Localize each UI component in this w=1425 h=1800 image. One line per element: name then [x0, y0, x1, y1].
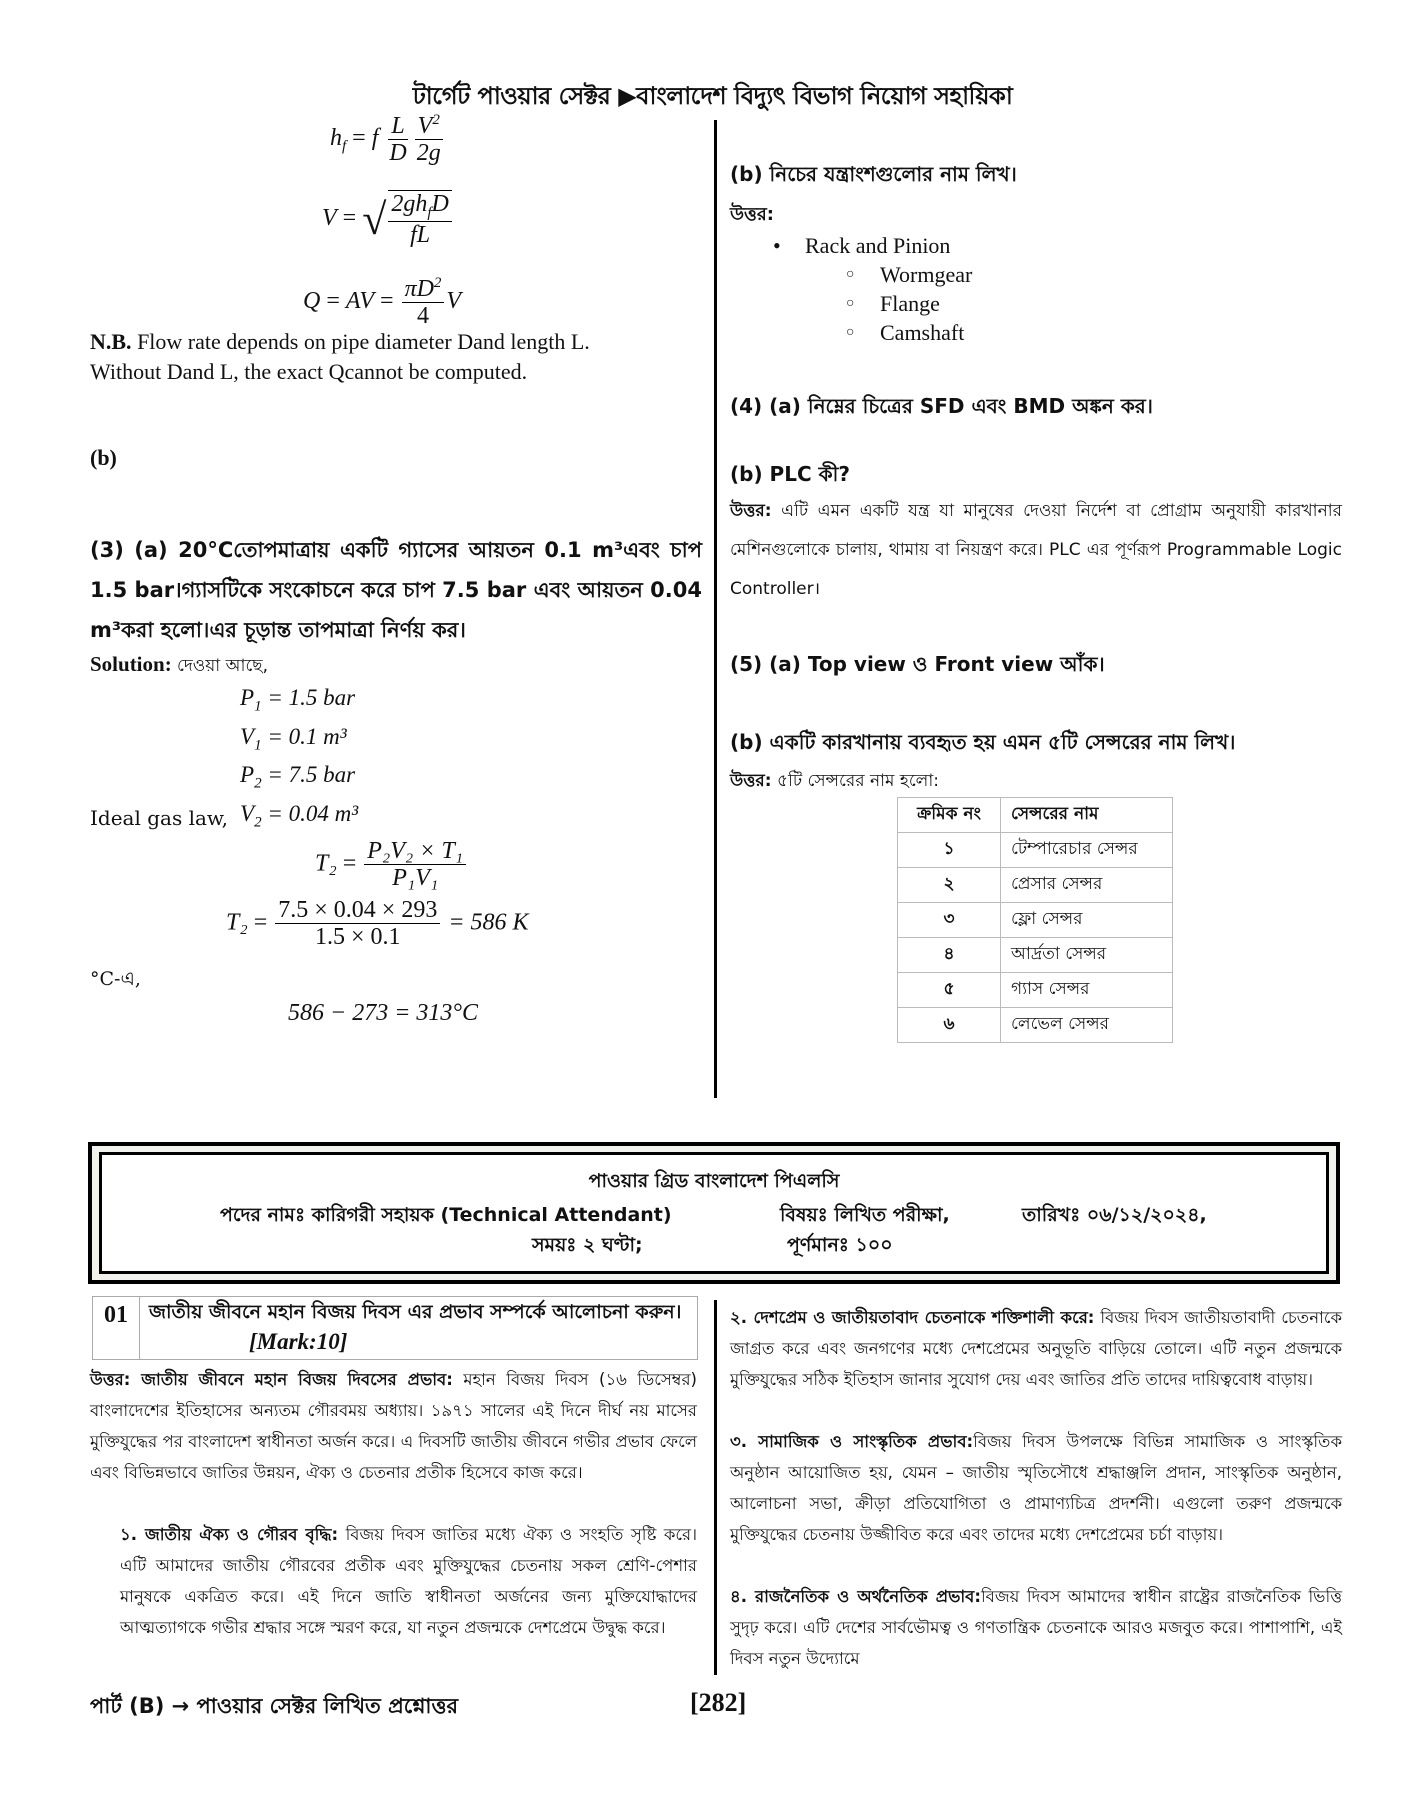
sensor-answer: উত্তর: ৫টি সেন্সরের নাম হলো: [730, 771, 939, 791]
question-text: জাতীয় জীবনে মহান বিজয় দিবস এর প্রভাব সম্পর্কে আলোচনা করুন।[Mark:10] [149, 1301, 682, 1354]
answer-intro: উত্তর: জাতীয় জীবনে মহান বিজয় দিবসের প্রভাব: মহান বিজয় দিবস (১৬ ডিসেম্বর) বাংলাদেশের ইতিহাসের অন্যতম গৌরবময় অধ্যায়। ১৯৭১ সালের এই দিনে দীর্ঘ নয় মাসের মুক্তিযুদ্ধের পর বাংলাদেশ স্বাধীনতা অর্জন করে। এ দিবসটি জাতীয় জীবনে গভীর প্রভাব ফেলে এবং বিভিন্নভাবে জাতির উন্নয়ন, ঐক্য ও চেতনার প্রতীক হিসেবে কাজ করে। [90, 1370, 697, 1482]
given-v1: $V_1 = 0.1$ m³ [240, 723, 347, 754]
equation-head-loss: $h_f = f$ $\frac{L}{D}$ $\frac{V^2}{2g}$ [330, 112, 446, 167]
temperature-calculation: T₂ = $\frac{7.5 \times 0.04 \times 293}{1.5 \times 0.1}$ = 586 K [226, 897, 529, 951]
equation-velocity: V = √ $\frac{2gh_fD}{fL}$ [322, 190, 454, 249]
celsius-label: °C-এ, [90, 968, 141, 990]
question-mark: [Mark:10] [249, 1329, 348, 1354]
page-header-title: টার্গেট পাওয়ার সেক্টর ▶বাংলাদেশ বিদ্যুৎ বিভাগ নিয়োগ সহায়িকা [412, 82, 1013, 110]
answer-point-1: ১. জাতীয় ঐক্য ও গৌরব বৃদ্ধি: বিজয় দিবস জাতির মধ্যে ঐক্য ও সংহতি সৃষ্টি করে। এটি আমাদের জাতীয় গৌরবের প্রতীক এবং মুক্তিযুদ্ধের চেতনায় সকল শ্রেণি-পেশার মানুষকে একত্রিত করে। এই দিনে জাতি স্বাধীনতা অর্জনের জন্য মুক্তিযোদ্ধাদের আত্মত্যাগকে গভীর শ্রদ্ধার সঙ্গে স্মরণ করে, যা নতুন প্রজন্মকে দেশপ্রেমে উদ্বুদ্ধ করে। [120, 1525, 697, 1637]
exam-info-box [88, 1142, 1340, 1284]
question-b-parts: (b) নিচের যন্ত্রাংশগুলোর নাম লিখ। [730, 162, 1017, 186]
question-5b: (b) একটি কারখানায় ব্যবহৃত হয় এমন ৫টি সেন্সরের নাম লিখ। [730, 730, 1236, 754]
plc-answer: উত্তর: এটি এমন একটি যন্ত্র যা মানুষের দেওয়া নির্দেশ বা প্রোগ্রাম অনুযায়ী কারখানার মেশিনগুলোকে চালায়, থামায় বা নিয়ন্ত্রণ করে। PLC এর পূর্ণরূপ Programmable Logic Controller। [730, 501, 1342, 599]
part-b-label: (b) [90, 445, 117, 470]
column-divider-bottom [714, 1300, 717, 1675]
list-item: • Rack and Pinion [773, 233, 951, 258]
page-number: [282] [690, 1688, 747, 1717]
parts-list [773, 231, 951, 260]
temperature-formula: T₂ = $\frac{\text{P₂V₂ × T₁}}{\text{P₁V₁}}$ [315, 838, 468, 892]
table-row: ৩ ফ্লো সেন্সর [898, 903, 1173, 938]
question-number: 01 [93, 1297, 140, 1359]
column-divider-top [714, 120, 717, 1098]
question-4b: (b) PLC কী? [730, 462, 850, 486]
ideal-gas-law-label: Ideal gas law, [90, 806, 228, 830]
question-4a: (4) (a) নিম্নের চিত্রের SFD এবং BMD অঙ্কন কর। [730, 394, 1153, 418]
equation-flow-rate: Q = AV = $\frac{\pi D^2}{4}$ V [303, 275, 462, 330]
list-item: ○ Flange [846, 291, 940, 316]
table-row: ৪ আর্দ্রতা সেন্সর [898, 938, 1173, 973]
exam-date: তারিখঃ ০৬/১২/২০২৪, [1022, 1204, 1207, 1226]
given-p2: $P_2 = 7.5$ bar [240, 762, 356, 792]
parts-sublist [846, 260, 973, 347]
list-item: ○ Camshaft [846, 320, 965, 345]
list-item: ○ Wormgear [846, 262, 973, 287]
question-3a: (3) (a) 20°Cতোপমাত্রায় একটি গ্যাসের আয়তন 0.1 m³এবং চাপ 1.5 bar।গ্যাসটিকে সংকোচনে করে চাপ 7.5 bar এবং আয়তন 0.04 m³করা হলো।এর চূড়ান্ত তাপমাত্রা নির্ণয় কর। [90, 538, 702, 642]
table-row: ১ টেম্পারেচার সেন্সর [898, 833, 1173, 868]
exam-subject: বিষয়ঃ লিখিত পরীক্ষা, [780, 1204, 950, 1226]
exam-duration: সময়ঃ ২ ঘণ্টা; [532, 1234, 643, 1256]
question-01-box [92, 1296, 698, 1360]
question-5a: (5) (a) Top view ও Front view আঁক। [730, 652, 1105, 676]
answer-point-2: ২. দেশপ্রেম ও জাতীয়তাবাদ চেতনাকে শক্তিশালী করে: বিজয় দিবস জাতীয়তাবাদী চেতনাকে জাগ্রত করে এবং জনগণের মধ্যে দেশপ্রেমের অনুভূতি বাড়িয়ে তোলে। এটি নতুন প্রজন্মকে মুক্তিযুদ্ধের সঠিক ইতিহাস জানার সুযোগ দেয় এবং জাতির প্রতি তাদের দায়িত্ববোধ বাড়ায়। [730, 1308, 1342, 1389]
table-row: ৬ লেভেল সেন্সর [898, 1008, 1173, 1043]
celsius-calculation: 586 − 273 = 313°C [288, 1000, 478, 1026]
sensor-table [897, 797, 1173, 1043]
given-p1: $P_1 = 1.5$ bar [240, 685, 356, 715]
post-name: পদের নামঃ কারিগরী সহায়ক (Technical Attendant) [220, 1204, 672, 1226]
footer-section-title: পার্ট (B) → পাওয়ার সেক্টর লিখিত প্রশ্নোত্তর [90, 1694, 459, 1718]
answer-point-4: ৪. রাজনৈতিক ও অর্থনৈতিক প্রভাব:বিজয় দিবস আমাদের স্বাধীন রাষ্ট্রের রাজনৈতিক ভিত্তি সুদৃঢ় করে। এটি দেশের সার্বভৌমত্ব ও গণতান্ত্রিক চেতনাকে আরও মজবুত করে। পাশাপাশি, এই দিবস নতুন উদ্যোমে [730, 1587, 1342, 1668]
answer-label: উত্তর: [730, 204, 774, 225]
full-marks: পূর্ণমানঃ ১০০ [787, 1234, 893, 1256]
answer-point-3: ৩. সামাজিক ও সাংস্কৃতিক প্রভাব:বিজয় দিবস উপলক্ষে বিভিন্ন সামাজিক ও সাংস্কৃতিক অনুষ্ঠান আয়োজিত হয়, যেমন – জাতীয় স্মৃতিসৌধে শ্রদ্ধাঞ্জলি প্রদান, সাংস্কৃতিক অনুষ্ঠান, আলোচনা সভা, ক্রীড়া প্রতিযোগিতা ও প্রামাণ্যচিত্র প্রদর্শনী। এগুলো তরুণ প্রজন্মকে মুক্তিযুদ্ধের চেতনায় উজ্জীবিত করে এবং তাদের মধ্যে দেশপ্রেমের চর্চা বাড়ায়। [730, 1432, 1342, 1544]
solution-heading: Solution: দেওয়া আছে, [90, 652, 269, 676]
table-header-row: ক্রমিক নং সেন্সরের নাম [898, 798, 1173, 833]
given-values [240, 683, 358, 837]
organization-name: পাওয়ার গ্রিড বাংলাদেশ পিএলসি [588, 1170, 840, 1192]
table-row: ৫ গ্যাস সেন্সর [898, 973, 1173, 1008]
given-v2: $V_2 = 0.04$ m³ [240, 800, 359, 831]
note-block: N.B. Flow rate depends on pipe diameter Dand length L. Without Dand L, the exact Qcannot be computed. [90, 329, 590, 384]
table-row: ২ প্রেসার সেন্সর [898, 868, 1173, 903]
